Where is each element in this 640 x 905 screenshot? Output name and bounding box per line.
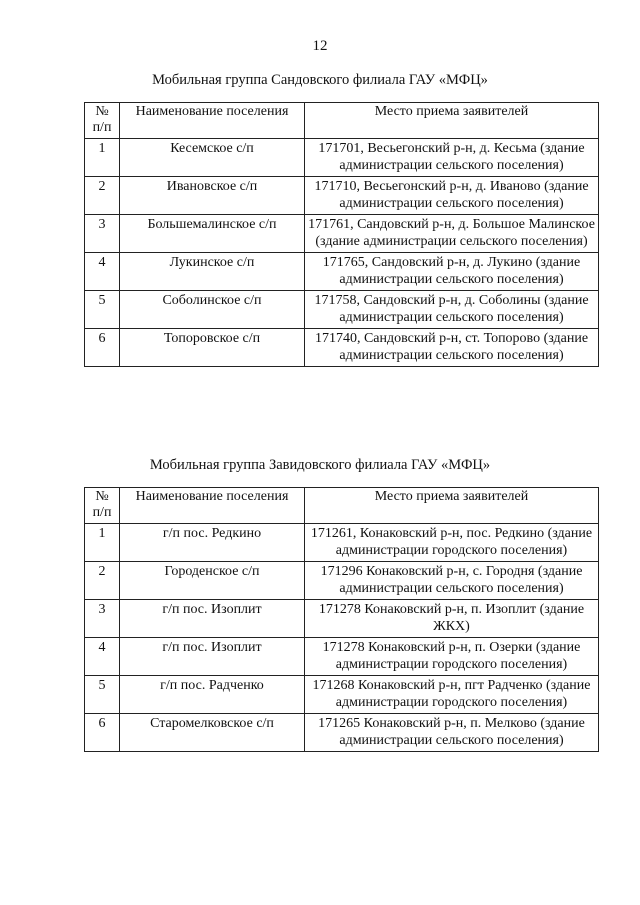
table-header-row bbox=[85, 103, 599, 139]
cell-place: 171701, Весьегонский р-н, д. Кесьма (здание администрации сельского поселения) bbox=[305, 139, 599, 177]
header-name: Наименование поселения bbox=[120, 103, 305, 139]
table-header-row bbox=[85, 488, 599, 524]
cell-name: Старомелковское с/п bbox=[120, 714, 305, 752]
cell-name: Топоровское с/п bbox=[120, 329, 305, 367]
cell-num: 1 bbox=[85, 524, 120, 562]
cell-num: 4 bbox=[85, 253, 120, 291]
cell-num: 2 bbox=[85, 177, 120, 215]
header-place: Место приема заявителей bbox=[305, 103, 599, 139]
cell-num: 5 bbox=[85, 676, 120, 714]
cell-name: Большемалинское с/п bbox=[120, 215, 305, 253]
cell-place: 171278 Конаковский р-н, п. Изоплит (здание ЖКХ) bbox=[305, 600, 599, 638]
cell-num: 6 bbox=[85, 329, 120, 367]
cell-place: 171710, Весьегонский р-н, д. Иваново (здание администрации сельского поселения) bbox=[305, 177, 599, 215]
cell-name: г/п пос. Изоплит bbox=[120, 600, 305, 638]
cell-num: 1 bbox=[85, 139, 120, 177]
cell-name: Кесемское с/п bbox=[120, 139, 305, 177]
header-num: № п/п bbox=[85, 488, 120, 524]
cell-num: 4 bbox=[85, 638, 120, 676]
cell-num: 5 bbox=[85, 291, 120, 329]
cell-place: 171265 Конаковский р-н, п. Мелково (здание администрации сельского поселения) bbox=[305, 714, 599, 752]
cell-name: Лукинское с/п bbox=[120, 253, 305, 291]
cell-num: 2 bbox=[85, 562, 120, 600]
section-title-zavidovo: Мобильная группа Завидовского филиала ГАУ «МФЦ» bbox=[149, 457, 491, 473]
table-row bbox=[85, 177, 599, 215]
table-row bbox=[85, 714, 599, 752]
cell-num: 3 bbox=[85, 600, 120, 638]
table-zavidovo bbox=[84, 487, 599, 752]
table-row bbox=[85, 676, 599, 714]
table-row bbox=[85, 329, 599, 367]
cell-place: 171758, Сандовский р-н, д. Соболины (здание администрации сельского поселения) bbox=[305, 291, 599, 329]
cell-name: г/п пос. Радченко bbox=[120, 676, 305, 714]
cell-place: 171268 Конаковский р-н, пгт Радченко (здание администрации городского поселения) bbox=[305, 676, 599, 714]
cell-name: г/п пос. Изоплит bbox=[120, 638, 305, 676]
section-title-sandovo: Мобильная группа Сандовского филиала ГАУ «МФЦ» bbox=[152, 72, 488, 88]
cell-place: 171740, Сандовский р-н, ст. Топорово (здание администрации сельского поселения) bbox=[305, 329, 599, 367]
cell-place: 171278 Конаковский р-н, п. Озерки (здание администрации городского поселения) bbox=[305, 638, 599, 676]
page-number: 12 bbox=[312, 38, 328, 54]
cell-name: Городенское с/п bbox=[120, 562, 305, 600]
cell-name: Соболинское с/п bbox=[120, 291, 305, 329]
table-row bbox=[85, 291, 599, 329]
cell-num: 3 bbox=[85, 215, 120, 253]
cell-place: 171761, Сандовский р-н, д. Большое Малинское (здание администрации сельского поселения) bbox=[305, 215, 599, 253]
table-row bbox=[85, 600, 599, 638]
cell-place: 171296 Конаковский р-н, с. Городня (здание администрации сельского поселения) bbox=[305, 562, 599, 600]
table-row bbox=[85, 139, 599, 177]
table-sandovo bbox=[84, 102, 599, 367]
cell-place: 171765, Сандовский р-н, д. Лукино (здание администрации сельского поселения) bbox=[305, 253, 599, 291]
header-place: Место приема заявителей bbox=[305, 488, 599, 524]
table-row bbox=[85, 638, 599, 676]
table-row bbox=[85, 562, 599, 600]
cell-num: 6 bbox=[85, 714, 120, 752]
table-row bbox=[85, 215, 599, 253]
cell-name: г/п пос. Редкино bbox=[120, 524, 305, 562]
header-num: № п/п bbox=[85, 103, 120, 139]
table-row bbox=[85, 253, 599, 291]
table-row bbox=[85, 524, 599, 562]
cell-place: 171261, Конаковский р-н, пос. Редкино (здание администрации городского поселения) bbox=[305, 524, 599, 562]
header-name: Наименование поселения bbox=[120, 488, 305, 524]
cell-name: Ивановское с/п bbox=[120, 177, 305, 215]
